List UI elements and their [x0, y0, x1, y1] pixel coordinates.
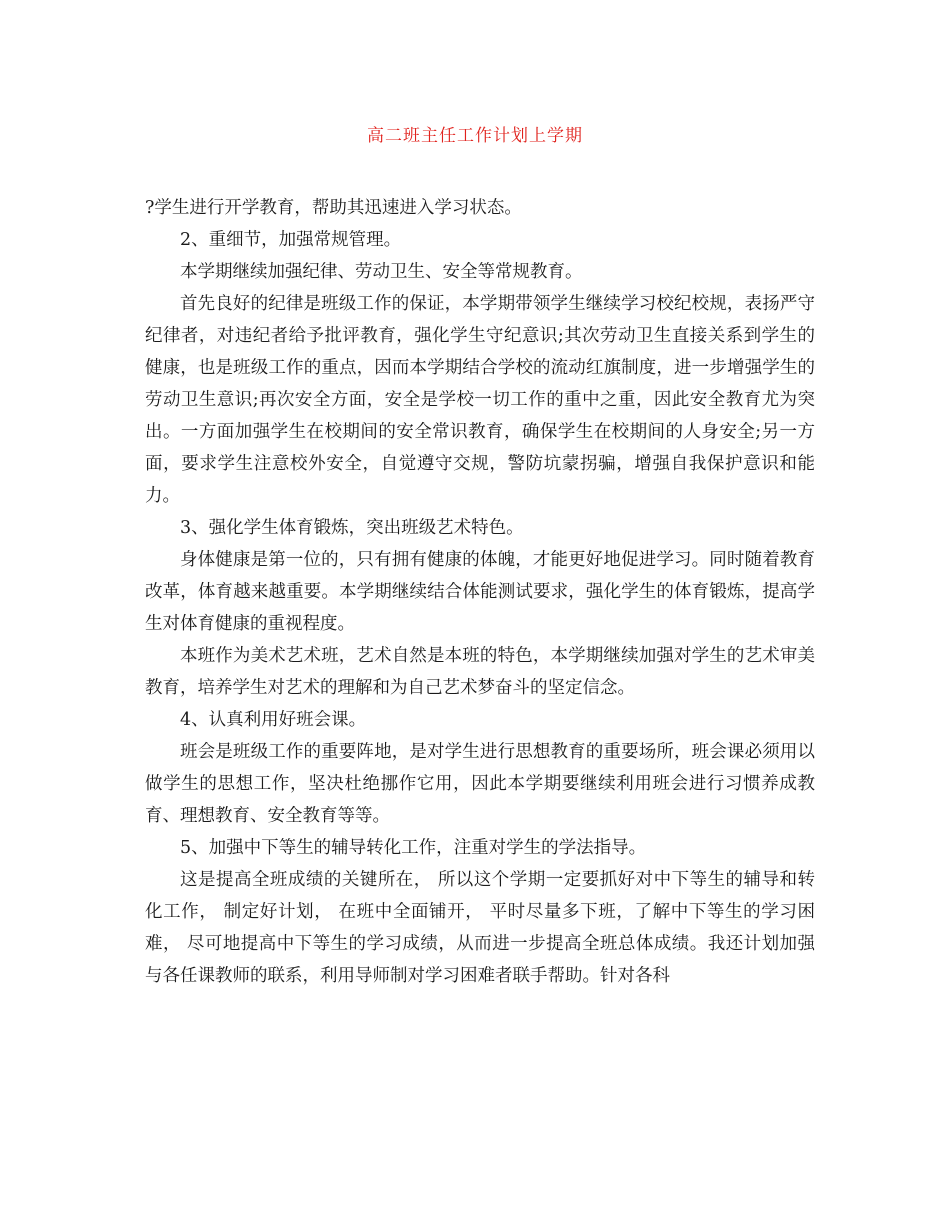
paragraph-5: 3、强化学生体育锻炼，突出班级艺术特色。 [180, 518, 524, 538]
paragraph-3: 本学期继续加强纪律、劳动卫生、安全等常规教育。 [180, 262, 583, 282]
paragraph-1: ?学生进行开学教育，帮助其迅速进入学习状态。 [145, 198, 522, 218]
paragraph-8: 4、认真利用好班会课。 [180, 710, 367, 730]
paragraph-11: 这是提高全班成绩的关键所在， 所以这个学期一定要抓好对中下等生的辅导和转化工作， 制定好计划， 在班中全面铺开， 平时尽量多下班，了解中下等生的学习困难， 尽可地提高中下等生的学习成绩，从而进一步提高全班总体成绩。我还计划加强与各任课教师的联系，利用导师制对学习困难者联手帮助。针对各科 [145, 870, 815, 986]
paragraph-4: 首先良好的纪律是班级工作的保证，本学期带领学生继续学习校纪校规，表扬严守纪律者，对违纪者给予批评教育，强化学生守纪意识;其次劳动卫生直接关系到学生的健康，也是班级工作的重点，因而本学期结合学校的流动红旗制度，进一步增强学生的劳动卫生意识;再次安全方面，安全是学校一切工作的重中之重，因此安全教育尤为突出。一方面加强学生在校期间的安全常识教育，确保学生在校期间的人身安全;另一方面，要求学生注意校外安全，自觉遵守交规，警防坑蒙拐骗，增强自我保护意识和能力。 [145, 294, 815, 506]
paragraph-9: 班会是班级工作的重要阵地，是对学生进行思想教育的重要场所，班会课必须用以做学生的思想工作，坚决杜绝挪作它用，因此本学期要继续利用班会进行习惯养成教育、理想教育、安全教育等等。 [145, 742, 815, 826]
paragraph-10: 5、加强中下等生的辅导转化工作，注重对学生的学法指导。 [180, 838, 647, 858]
paragraph-2: 2、重细节，加强常规管理。 [180, 230, 402, 250]
document-body [145, 192, 815, 992]
paragraph-6: 身体健康是第一位的，只有拥有健康的体魄，才能更好地促进学习。同时随着教育改革，体育越来越重要。本学期继续结合体能测试要求，强化学生的体育锻炼，提高学生对体育健康的重视程度。 [145, 550, 815, 634]
paragraph-7: 本班作为美术艺术班，艺术自然是本班的特色，本学期继续加强对学生的艺术审美教育，培养学生对艺术的理解和为自己艺术梦奋斗的坚定信念。 [145, 646, 815, 698]
document-title: 高二班主任工作计划上学期 [367, 126, 583, 146]
